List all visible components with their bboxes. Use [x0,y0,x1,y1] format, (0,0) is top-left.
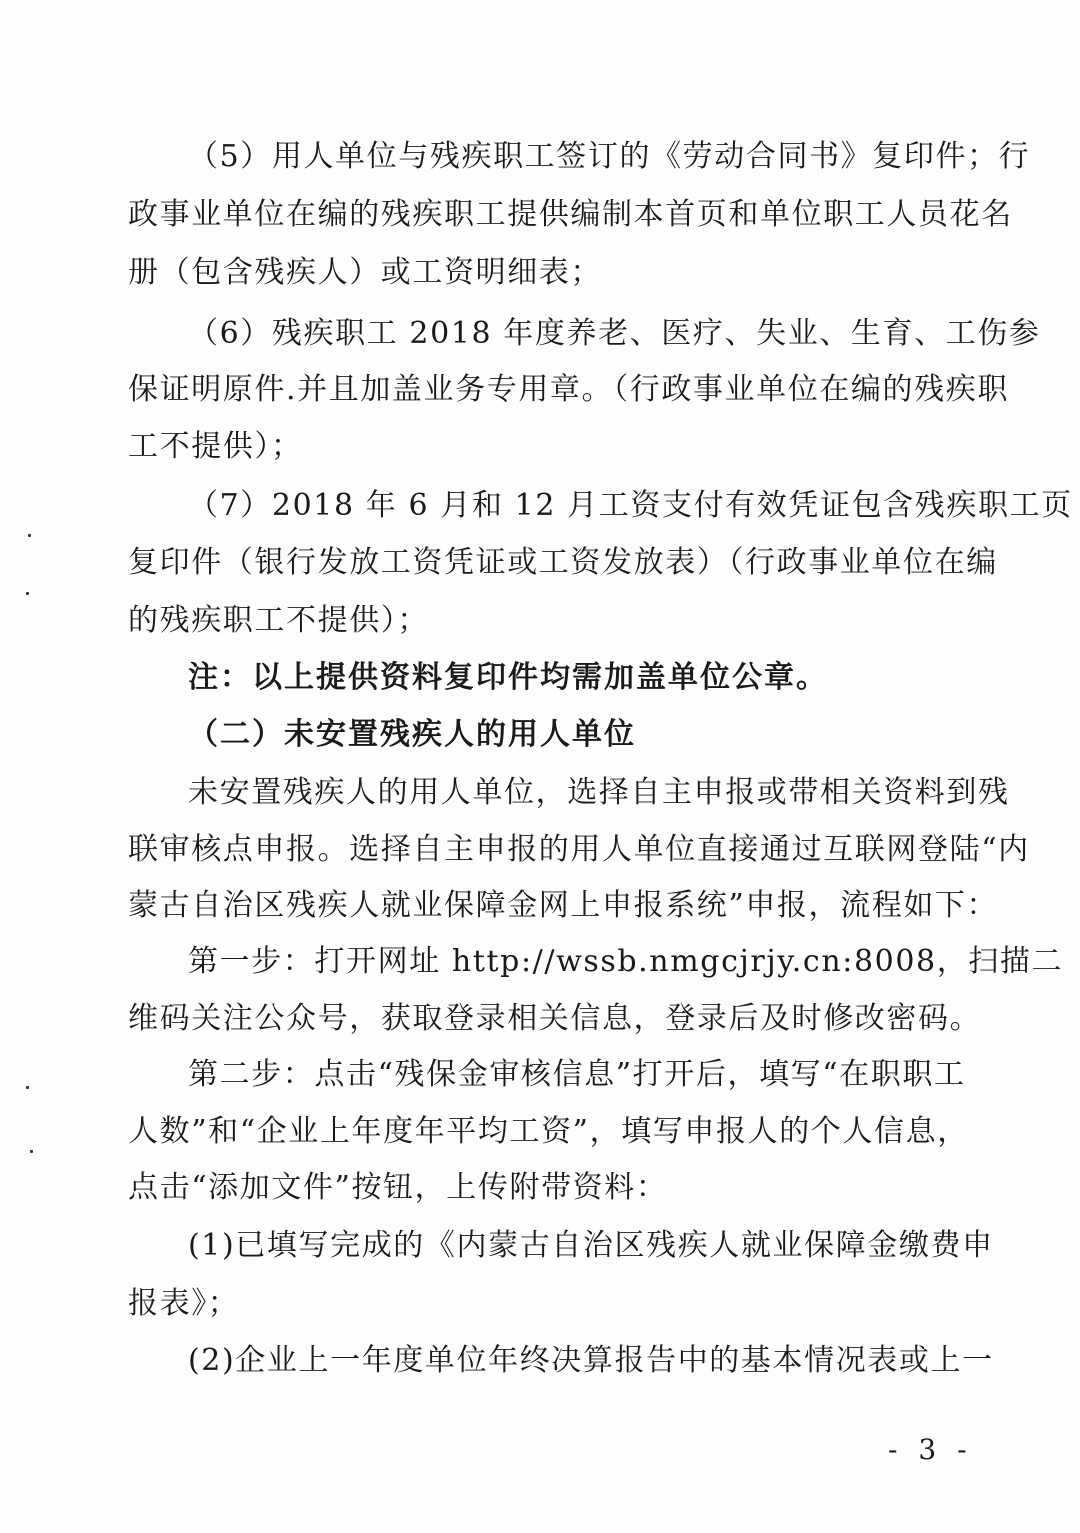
scan-mark [26,592,29,595]
text-line: 蒙古自治区残疾人就业保障金网上申报系统”申报，流程如下： [128,888,999,923]
text-line: 的残疾职工不提供）； [128,603,429,638]
list-item-1: (1)已填写完成的《内蒙古自治区残疾人就业保障金缴费申 [188,1228,994,1263]
text-line-item-6: （6）残疾职工 2018 年度养老、医疗、失业、生育、工伤参 [188,316,1041,351]
scan-mark [30,1150,33,1153]
text-line: 联审核点申报。选择自主申报的用人单位直接通过互联网登陆“内 [128,832,1030,867]
text-line: 点击“添加文件”按钮，上传附带资料： [128,1170,668,1205]
scan-mark [26,1086,29,1089]
step-two-line: 第二步：点击“残保金审核信息”打开后，填写“在职职工 [188,1057,966,1092]
text-line-item-7: （7）2018 年 6 月和 12 月工资支付有效凭证包含残疾职工页 [188,488,1073,523]
list-item-2: (2)企业上一年度单位年终决算报告中的基本情况表或上一 [188,1343,994,1378]
text-line: 报表》； [128,1286,240,1321]
note-line: 注：以上提供资料复印件均需加盖单位公章。 [188,660,828,695]
text-line: 保证明原件.并且加盖业务专用章。（行政事业单位在编的残疾职 [128,372,1009,407]
text-line: 册（包含残疾人）或工资明细表； [128,255,602,290]
text-line: 未安置残疾人的用人单位，选择自主申报或带相关资料到残 [188,775,1010,810]
page-number: - 3 - [888,1433,973,1466]
text-line: 复印件（银行发放工资凭证或工资发放表）（行政事业单位在编 [128,545,998,580]
text-line-item-5: （5）用人单位与残疾职工签订的《劳动合同书》复印件；行 [188,139,1031,174]
text-line: 政事业单位在编的残疾职工提供编制本首页和单位职工人员花名 [128,197,1013,232]
text-line: 维码关注公众号，获取登录相关信息，登录后及时修改密码。 [128,1001,982,1036]
step-one-line: 第一步：打开网址 http://wssb.nmgcjrjy.cn:8008，扫描二 [188,944,1064,979]
scan-mark [28,534,31,537]
text-line: 工不提供）； [128,429,303,464]
text-line: 人数”和“企业上年度年平均工资”，填写申报人的个人信息， [128,1114,969,1149]
section-heading: （二）未安置残疾人的用人单位 [188,717,636,752]
